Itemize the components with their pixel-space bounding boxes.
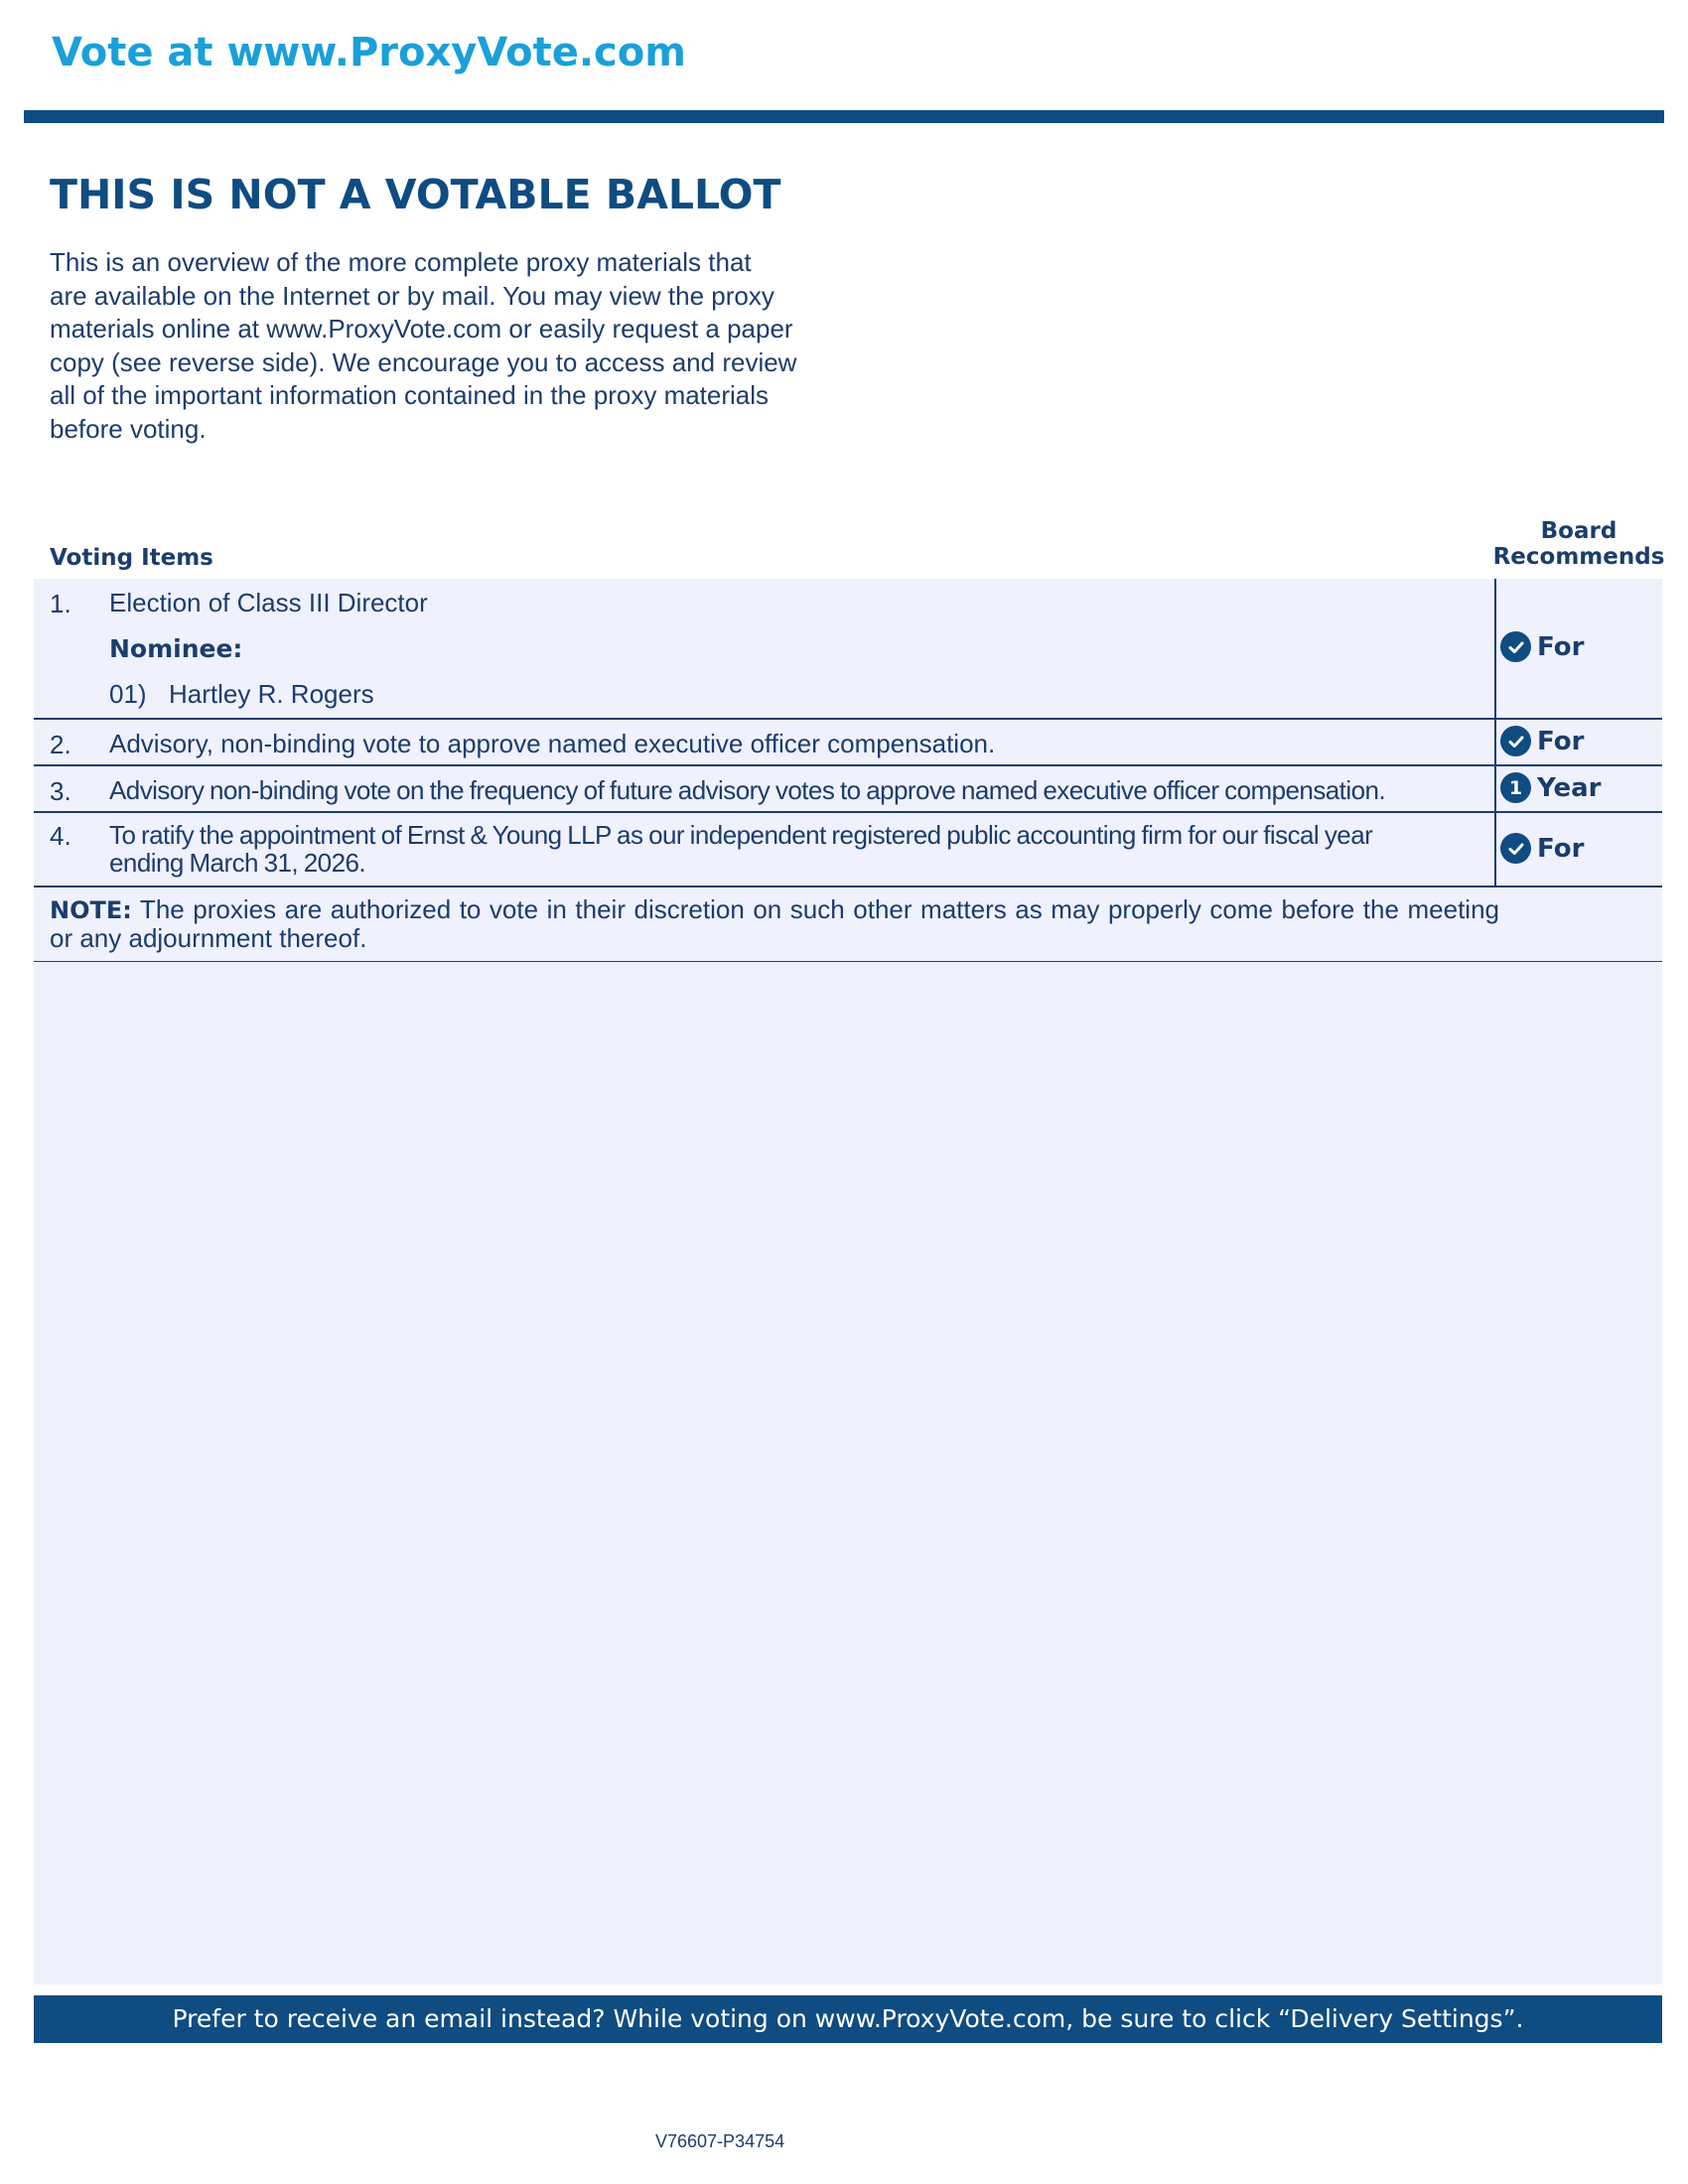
page-title: THIS IS NOT A VOTABLE BALLOT — [50, 171, 781, 218]
voting-items-heading: Voting Items — [50, 545, 213, 571]
item-number: 1. — [50, 589, 71, 618]
item-text-line: To ratify the appointment of Ernst & Young LLP as our independent registered public accounting firm for our fiscal year — [109, 820, 1373, 850]
recommendation-label: For — [1537, 631, 1585, 662]
document-code: V76607-P34754 — [655, 2131, 785, 2151]
board-recommends-heading — [1489, 518, 1668, 570]
item-text: Election of Class III Director — [109, 588, 428, 617]
board-recommendation — [1500, 726, 1584, 756]
item-text: Advisory non-binding vote on the frequency of future advisory votes to approve named executive officer compensation. — [109, 775, 1386, 805]
intro-line: This is an overview of the more complete proxy materials that — [50, 247, 752, 277]
intro-line: are available on the Internet or by mail. You may view the proxy — [50, 280, 774, 311]
intro-line: before voting. — [50, 413, 207, 444]
item-text-line: ending March 31, 2026. — [109, 848, 366, 878]
voting-item-row — [34, 813, 1662, 887]
intro-line: materials online at www.ProxyVote.com or easily request a paper — [50, 314, 793, 343]
delivery-settings-banner: Prefer to receive an email instead? While voting on www.ProxyVote.com, be sure to click “Delivery Settings”. — [34, 1995, 1662, 2043]
intro-line: copy (see reverse side). We encourage you to access and review — [50, 346, 797, 377]
recommendation-label: Year — [1537, 772, 1602, 803]
board-heading-line: Board — [1540, 518, 1618, 544]
item-number: 2. — [50, 730, 71, 759]
voting-item-row — [34, 766, 1662, 813]
board-recommendation — [1500, 833, 1584, 864]
recommendation-column-divider — [1494, 579, 1496, 887]
note-body: The proxies are authorized to vote in their discretion on such other matters as may properly come before the meeting or any adjournment thereof. — [50, 894, 1499, 953]
nominee-number: 01) — [109, 679, 147, 709]
nominee-name: Hartley R. Rogers — [169, 679, 374, 709]
intro-paragraph — [50, 246, 854, 446]
number-one-circle-icon: 1 — [1500, 772, 1531, 803]
item-text — [109, 821, 1519, 877]
board-recommendation — [1500, 772, 1601, 803]
header-rule — [24, 110, 1664, 123]
board-recommendation — [1500, 631, 1584, 662]
voting-item-row — [34, 720, 1662, 766]
check-circle-icon — [1500, 833, 1531, 864]
intro-line: all of the important information contained in the proxy materials — [50, 380, 770, 410]
item-number: 4. — [50, 821, 71, 851]
note-label: NOTE: — [50, 896, 132, 924]
item-number: 3. — [50, 776, 71, 806]
recommendation-label: For — [1537, 833, 1585, 864]
check-circle-icon — [1500, 631, 1531, 662]
voting-item-row — [34, 579, 1662, 720]
note-row — [34, 887, 1662, 962]
recommendation-label: For — [1537, 726, 1585, 756]
board-heading-line: Recommends — [1492, 544, 1665, 570]
item-text: Advisory, non-binding vote to approve named executive officer compensation. — [109, 729, 996, 758]
note-text — [50, 895, 1499, 952]
proxyvote-link[interactable]: Vote at www.ProxyVote.com — [52, 30, 686, 75]
nominee-label: Nominee: — [109, 634, 243, 663]
check-circle-icon — [1500, 726, 1531, 756]
